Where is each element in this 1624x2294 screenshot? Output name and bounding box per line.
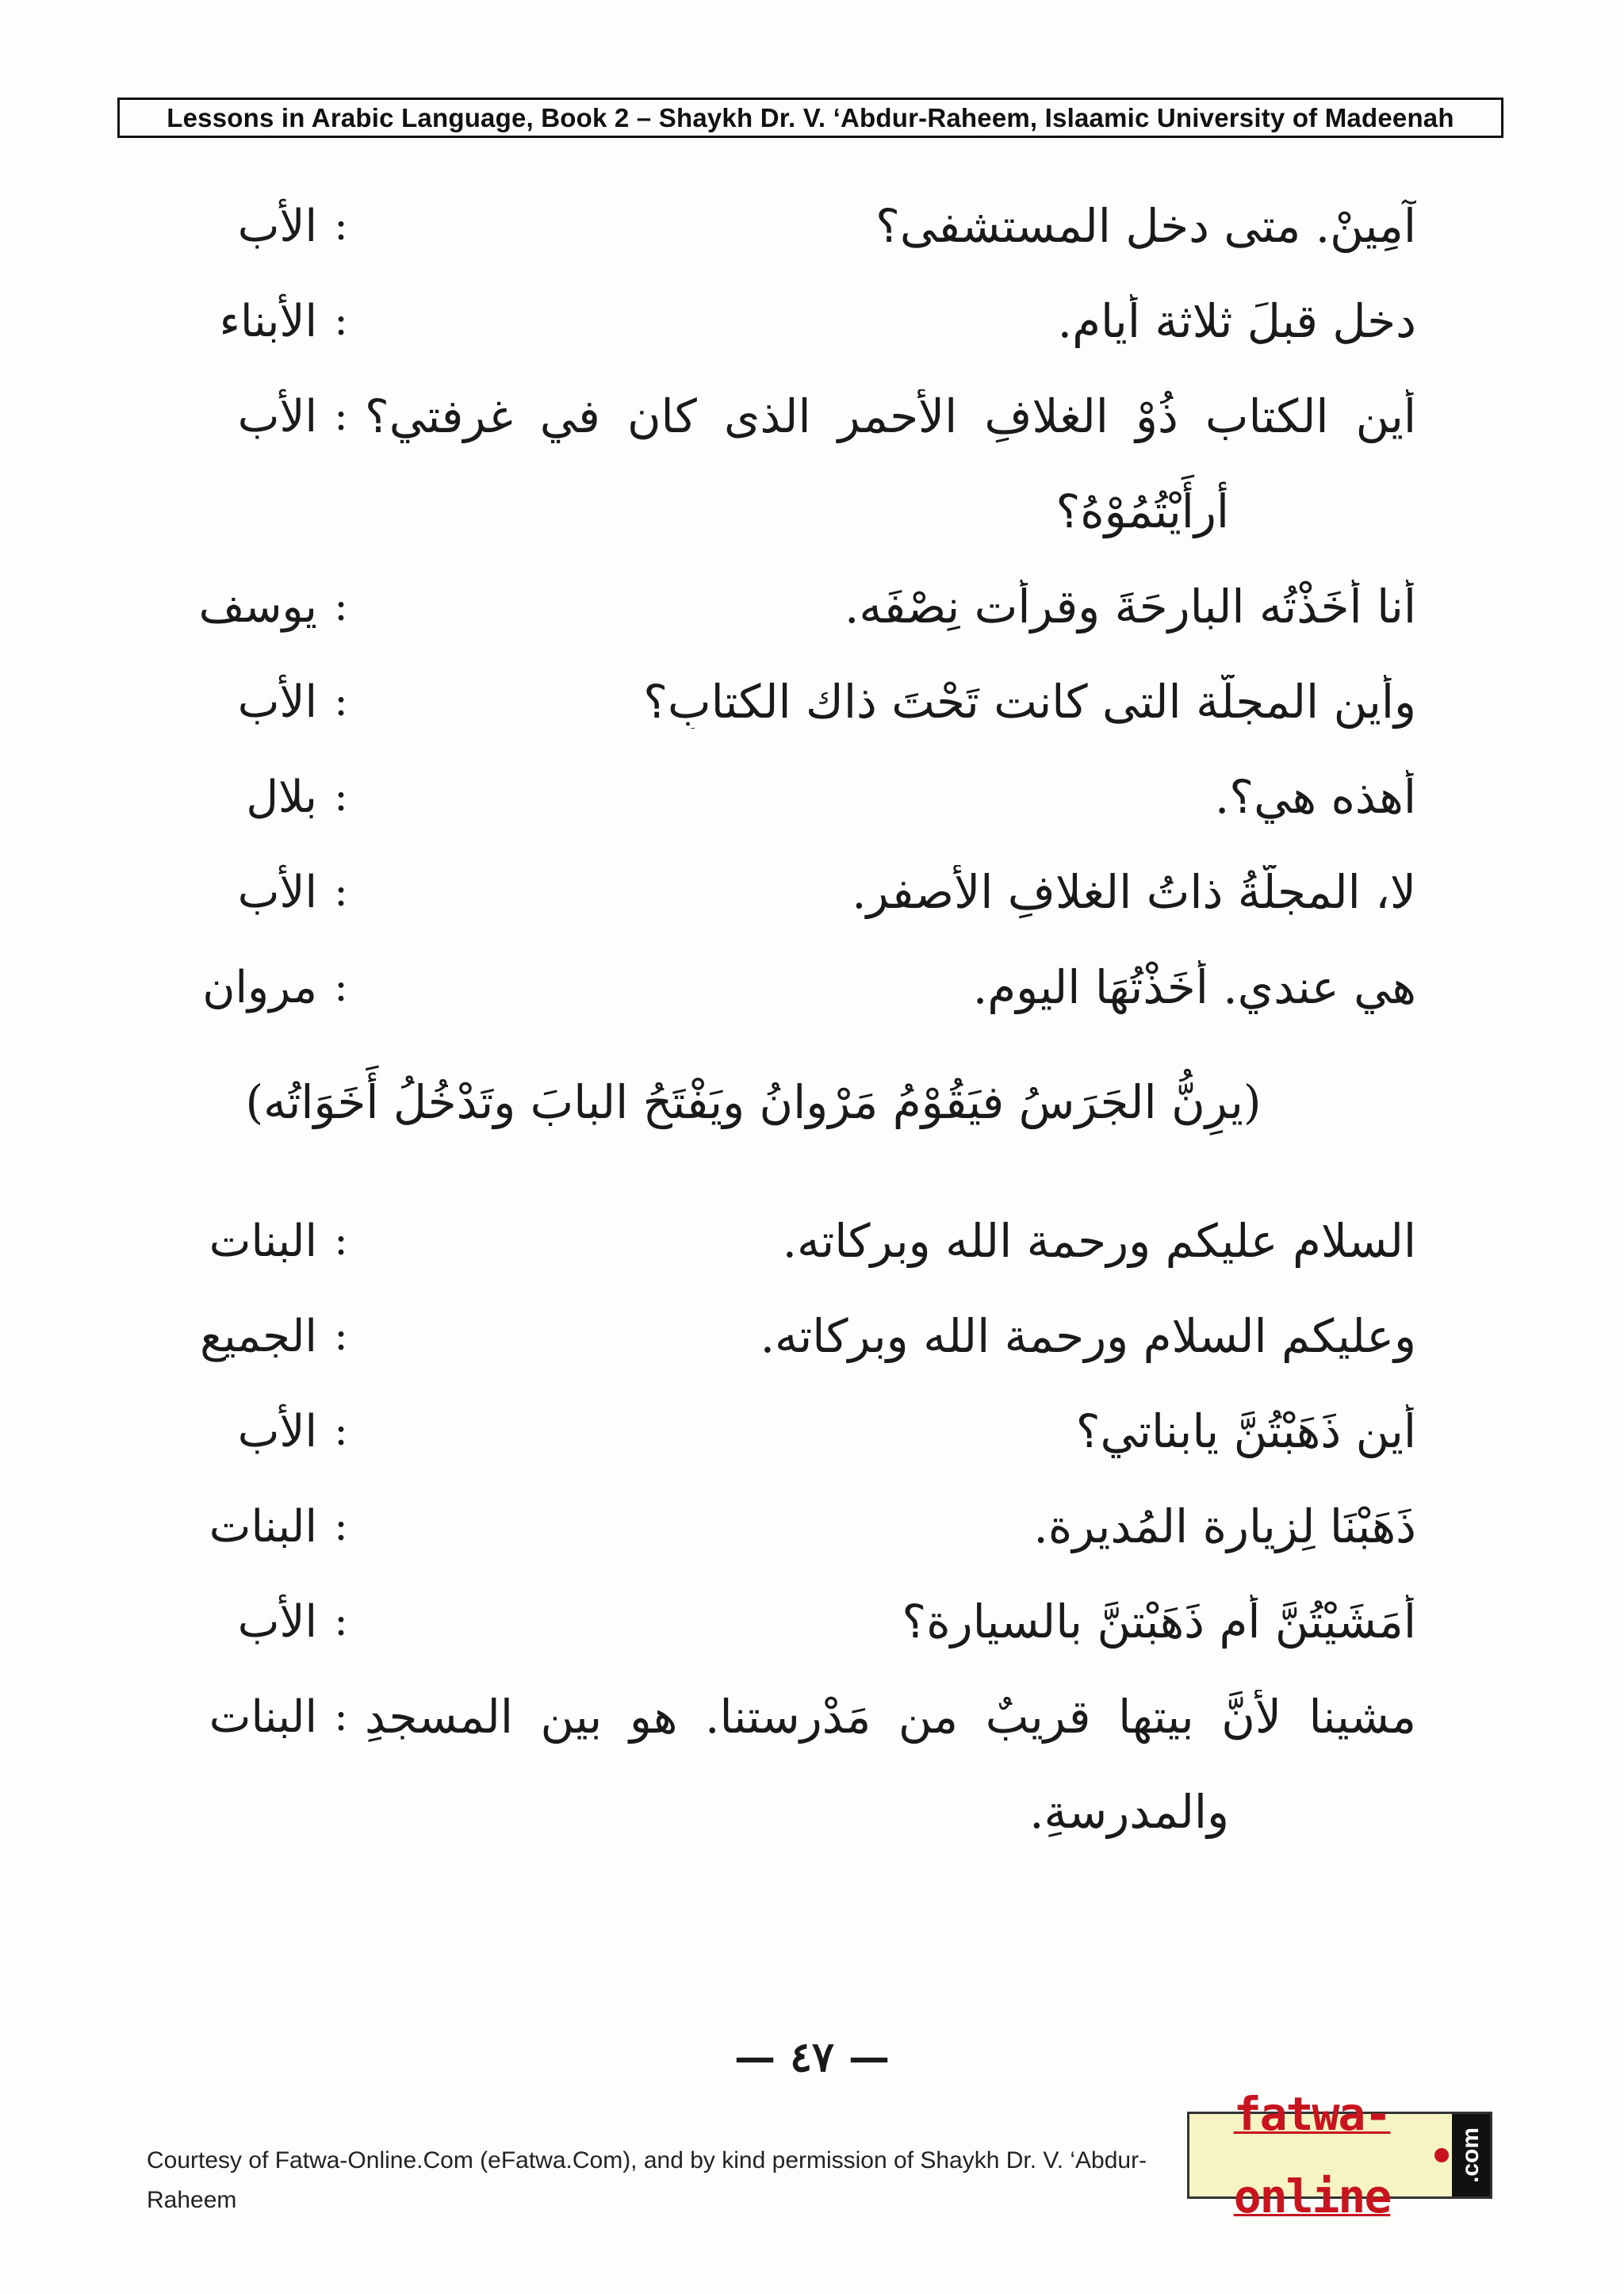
dialogue-line [198,654,1416,749]
speaker-name: البنات [209,1500,317,1553]
line-text: أين ذَهَبْتُنَّ يابناتي؟ [1075,1404,1416,1458]
footer-credit: Courtesy of Fatwa-Online.Com (eFatwa.Com), and by kind permission of Shaykh Dr. V. ‘Abdur-Raheem [147,2147,1147,2213]
speaker-colon: : [334,868,348,916]
dialogue-line [198,1669,1416,1764]
speaker-colon: : [334,1598,348,1645]
dialogue-line [198,1384,1416,1479]
line-text: آمِينْ. متى دخل المستشفى؟ [875,199,1416,253]
dialogue-line [198,1289,1416,1384]
line-continuation: والمدرسةِ. [1029,1785,1229,1839]
speaker-colon: : [334,202,348,250]
dialogue-line [198,940,1416,1035]
line-text: مشينا لأنَّ بيتها قريبٌ من مَدْرستنا. هو بين المسجدِ [365,1690,1416,1744]
speaker-name: الأب [237,676,317,728]
speaker-name: البنات [209,1691,317,1743]
logo-dot-icon [1434,2148,1449,2162]
dialogue-line [198,1574,1416,1669]
speaker-name: يوسف [198,580,317,633]
dialogue-line [198,178,1416,274]
line-text: هي عندي. أَخَذْتُهَا اليوم. [972,960,1416,1014]
page-header: Lessons in Arabic Language, Book 2 – Shaykh Dr. V. ‘Abdur-Raheem, Islaamic University of Madeenah [117,98,1503,138]
fatwa-online-logo[interactable] [1187,2087,1492,2223]
dialogue-line [198,844,1416,940]
dialogue-line [198,1479,1416,1574]
line-continuation: أرأَيْتُمُوْهُ؟ [1055,484,1229,538]
speaker-colon: : [334,583,348,630]
speaker-colon: : [334,1312,348,1360]
speaker-name: الأب [237,1595,317,1648]
line-text: أمَشَيْتُنَّ أم ذَهَبْتنَّ بالسيارة؟ [902,1595,1416,1649]
line-text: ذَهَبْنَا لِزيارة المُديرة. [1033,1499,1416,1553]
speaker-name: بلال [246,771,317,823]
speaker-colon: : [334,1693,348,1741]
speaker-colon: : [334,1407,348,1455]
dialogue-line [198,274,1416,369]
line-text: لا، المجلّةُ ذاتُ الغلافِ الأصفرِ. [852,865,1416,919]
speaker-colon: : [334,297,348,345]
speaker-name: الأب [237,866,317,918]
speaker-colon: : [334,393,348,440]
stage-direction: (يرِنُّ الجَرَسُ فيَقُوْمُ مَرْوانُ ويَفْتَحُ البابَ وتَدْخُلُ أَخَوَاتُه) [245,1075,1262,1129]
speaker-name: الأب [237,200,317,252]
speaker-colon: : [334,773,348,821]
dialogue-line [198,1193,1416,1289]
speaker-colon: : [334,1503,348,1550]
dialogue-line [198,749,1416,844]
speaker-colon: : [334,963,348,1011]
logo-tld: .com [1452,2114,1490,2196]
speaker-name: الأب [237,390,317,442]
line-text: أهذه هي؟. [1214,770,1416,824]
logo-text: fatwa-online [1233,2087,1391,2223]
speaker-name: الجميع [200,1310,317,1362]
page-number: — ٤٧ — [733,2033,891,2081]
line-text: دخل قبلَ ثلاثة أيام. [1057,294,1416,348]
speaker-name: البنات [209,1215,317,1267]
dialogue-line [198,369,1416,464]
speaker-name: مروان [202,961,317,1013]
line-text: أين الكتاب ذُوْ الغلافِ الأحمرِ الذى كان في غرفتي؟ [365,389,1416,443]
speaker-colon: : [334,1217,348,1265]
speaker-name: الأب [237,1405,317,1457]
line-text: السلام عليكم ورحمة الله وبركاته. [782,1214,1416,1268]
speaker-colon: : [334,678,348,726]
dialogue-line [198,559,1416,654]
line-text: وعليكم السلام ورحمة الله وبركاته. [760,1309,1416,1363]
line-text: أنا أخَذْتُه البارِحَةَ وقرأت نِصْفَه. [844,580,1416,634]
line-text: وأين المجلّة التى كانت تَحْتَ ذاك الكتابِ؟ [643,675,1416,729]
speaker-name: الأبناء [219,295,317,347]
